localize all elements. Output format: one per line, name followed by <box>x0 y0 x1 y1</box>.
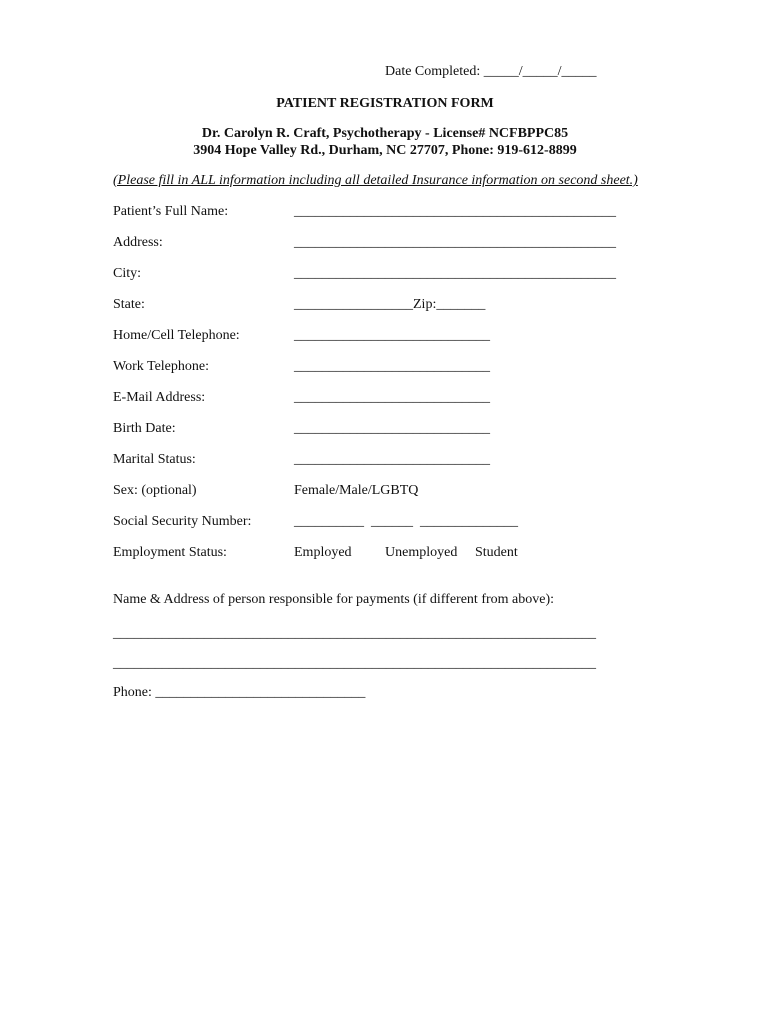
email-address-label: E-Mail Address: <box>113 390 206 405</box>
patient-name-field[interactable]: ______________________________________________ <box>294 204 616 219</box>
city-field[interactable]: ______________________________________________ <box>294 266 616 281</box>
address-field[interactable]: ______________________________________________ <box>294 235 616 250</box>
home-cell-telephone-field[interactable]: ____________________________ <box>294 328 490 343</box>
state-label: State: <box>113 297 145 312</box>
marital-status-label: Marital Status: <box>113 452 196 467</box>
payment-phone-field[interactable]: Phone: ______________________________ <box>113 685 366 700</box>
state-zip-field[interactable]: _________________Zip:_______ <box>294 297 486 312</box>
address-label: Address: <box>113 235 163 250</box>
provider-address-phone: 3904 Hope Valley Rd., Durham, NC 27707, Phone: 919-612-8899 <box>193 143 577 158</box>
employment-status-label: Employment Status: <box>113 545 227 560</box>
employment-option-student[interactable]: Student <box>475 545 518 560</box>
city-label: City: <box>113 266 142 281</box>
work-telephone-field[interactable]: ____________________________ <box>294 359 490 374</box>
form-title: PATIENT REGISTRATION FORM <box>276 96 494 111</box>
email-address-field[interactable]: ____________________________ <box>294 390 490 405</box>
provider-name-license: Dr. Carolyn R. Craft, Psychotherapy - License# NCFBPPC85 <box>201 126 569 141</box>
employment-option-employed[interactable]: Employed <box>294 545 352 560</box>
birth-date-label: Birth Date: <box>113 421 176 436</box>
home-cell-telephone-label: Home/Cell Telephone: <box>113 328 240 343</box>
work-telephone-label: Work Telephone: <box>113 359 209 374</box>
date-completed-field[interactable]: Date Completed: _____/_____/_____ <box>385 64 597 79</box>
birth-date-field[interactable]: ____________________________ <box>294 421 490 436</box>
sex-label: Sex: (optional) <box>113 483 197 498</box>
employment-option-unemployed[interactable]: Unemployed <box>385 545 458 560</box>
ssn-field[interactable]: __________ ______ ______________ <box>294 514 518 529</box>
instruction-text: (Please fill in ALL information including all detailed Insurance information on second sheet.) <box>113 173 638 188</box>
sex-options[interactable]: Female/Male/LGBTQ <box>294 483 419 498</box>
marital-status-field[interactable]: ____________________________ <box>294 452 490 467</box>
payment-line-1[interactable]: _____________________________________________________________________ <box>113 626 596 641</box>
payment-line-2[interactable]: _____________________________________________________________________ <box>113 656 596 671</box>
patient-name-label: Patient’s Full Name: <box>113 204 229 219</box>
ssn-label: Social Security Number: <box>113 514 252 529</box>
payment-responsible-label: Name & Address of person responsible for payments (if different from above): <box>113 592 555 607</box>
